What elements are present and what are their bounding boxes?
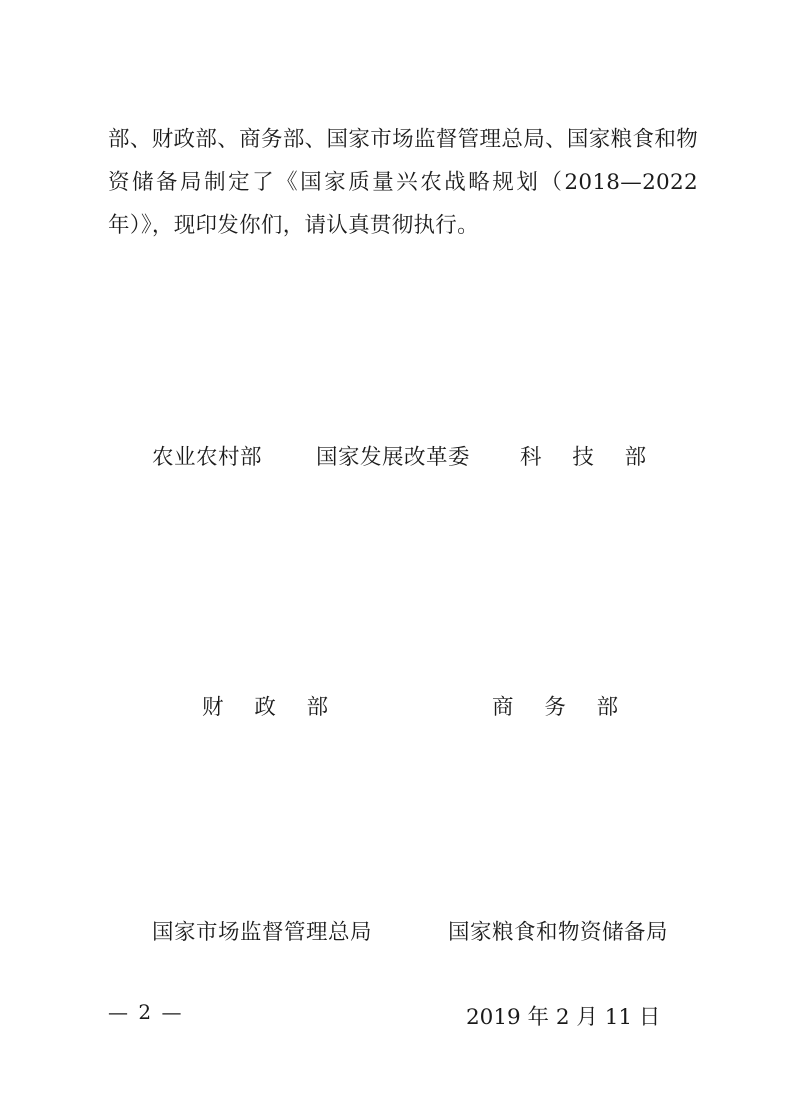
signer-finance-ministry: 财 政 部 [202,695,341,720]
signature-row-1 [108,440,698,480]
signer-agriculture-ministry: 农业农村部 [152,445,263,470]
paragraph-text: 部、财政部、商务部、国家市场监督管理总局、国家粮食和物资储备局制定了《国家质量兴农战略规划（2018—2022 年）》，现印发你们，请认真贯彻执行。 [108,127,698,238]
signer-science-technology-ministry: 科 技 部 [520,445,659,470]
signer-ndrc: 国家发展改革委 [316,445,471,470]
signer-commerce-ministry: 商 务 部 [492,695,631,720]
page-number: — 2 — [108,1000,184,1024]
signer-grain-reserves-administration: 国家粮食和物资储备局 [448,920,669,945]
signature-date-row [108,1000,698,1040]
signer-market-regulation-administration: 国家市场监督管理总局 [152,920,373,945]
signature-row-2 [108,690,698,730]
signature-date: 2019 年 2 月 11 日 [466,1005,661,1030]
signature-row-3 [108,915,698,955]
